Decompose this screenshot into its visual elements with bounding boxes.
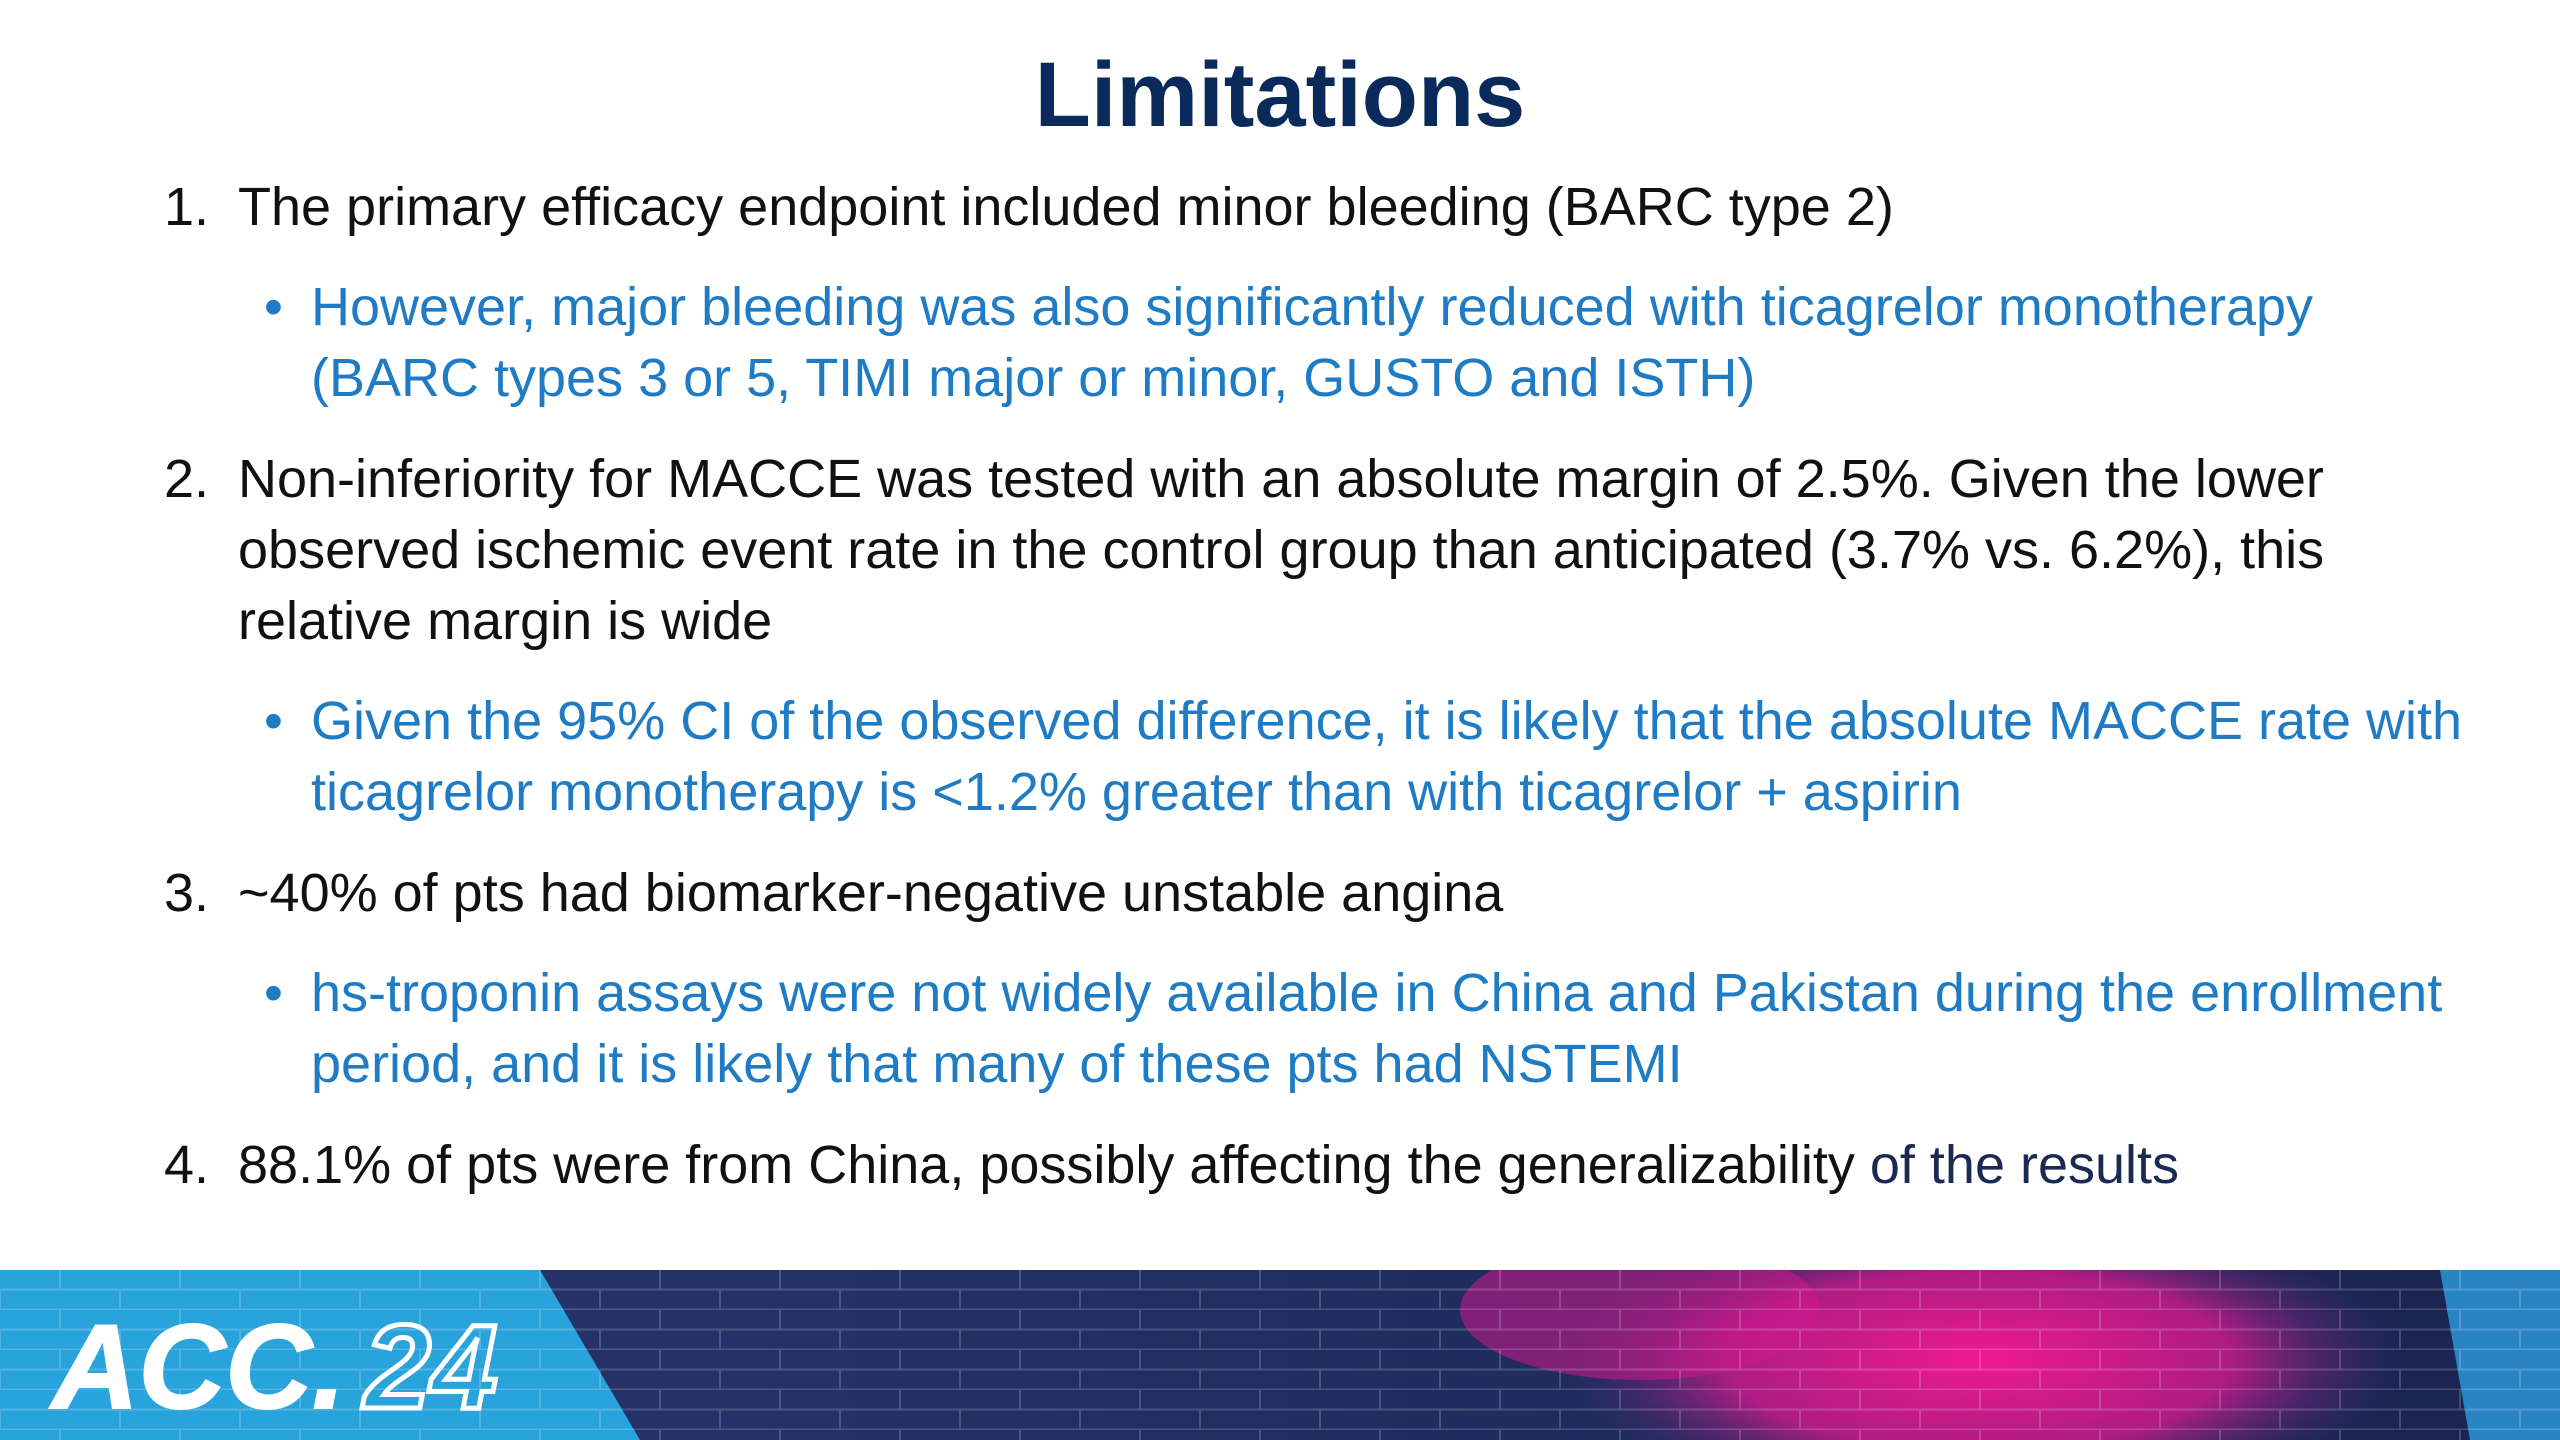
list-number: 2. (164, 449, 210, 509)
slide-title: Limitations (1034, 44, 1526, 146)
svg-text:24: 24 (364, 1300, 498, 1434)
sub-bullet-2 (264, 686, 2464, 828)
sub-bullet-text: hs-troponin assays were not widely available in China and Pakistan during the enrollment period, and it is likely that many of these pts had NSTEMI (311, 963, 2443, 1094)
footer-banner (0, 1270, 2560, 1440)
list-item-text: The primary efficacy endpoint included minor bleeding (BARC type 2) (238, 177, 1894, 237)
sub-bullet-3 (264, 958, 2464, 1100)
bullet-icon: • (264, 691, 283, 751)
bullet-icon: • (264, 277, 283, 337)
bullet-icon: • (264, 963, 283, 1023)
acc-logo (49, 1300, 497, 1434)
sub-bullet-text: Given the 95% CI of the observed difference, it is likely that the absolute MACCE rate with ticagrelor monotherapy is <1.2% greater than with ticagrelor + aspirin (311, 691, 2463, 822)
list-item-text-tail: of the results (1869, 1135, 2180, 1195)
limitations-list (164, 172, 2464, 1201)
svg-text:ACC.: ACC. (52, 1300, 346, 1434)
list-item-3 (164, 858, 2464, 929)
list-number: 4. (164, 1135, 210, 1195)
list-item-text-main: 88.1% of pts were from China, possibly affecting the generalizability (238, 1135, 1855, 1195)
list-item-2 (164, 444, 2464, 657)
sub-bullet-text: However, major bleeding was also significantly reduced with ticagrelor monotherapy (BARC types 3 or 5, TIMI major or minor, GUSTO and ISTH) (311, 277, 2314, 408)
list-number: 3. (164, 863, 210, 923)
list-item-text (238, 1130, 2464, 1201)
list-item-1 (164, 172, 2464, 243)
sub-bullet-1 (264, 272, 2464, 414)
list-number: 1. (164, 177, 210, 237)
list-item-text: ~40% of pts had biomarker-negative unstable angina (238, 863, 1504, 923)
list-item-4 (164, 1130, 2464, 1201)
list-item-text: Non-inferiority for MACCE was tested with an absolute margin of 2.5%. Given the lower observed ischemic event rate in the control group than anticipated (3.7% vs. 6.2%), this relative margin is wide (238, 449, 2325, 651)
